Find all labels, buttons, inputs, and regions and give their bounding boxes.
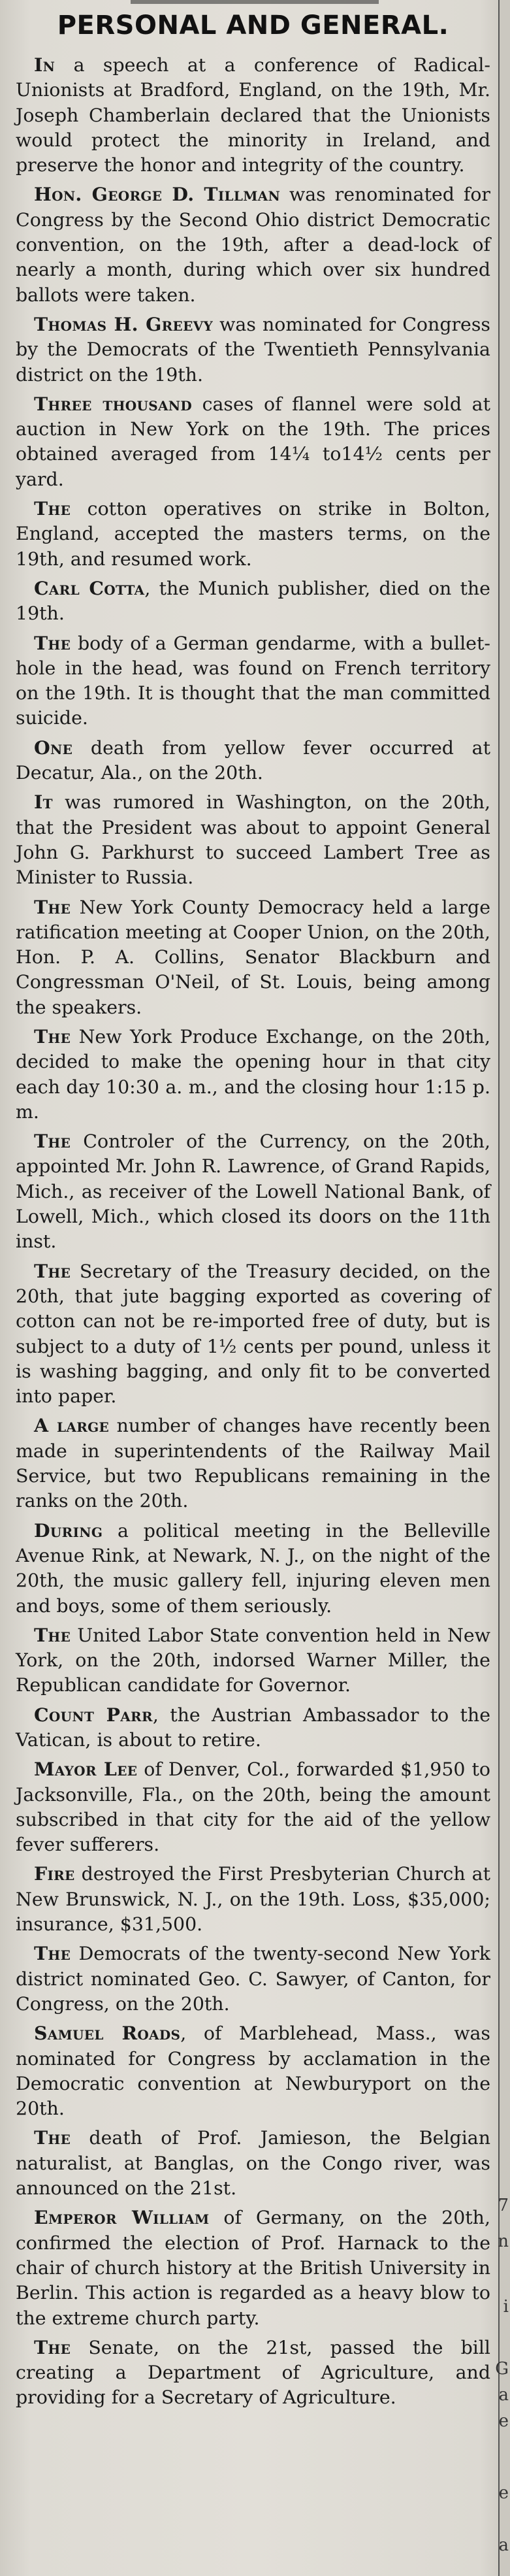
item-text: destroyed the First Presbyterian Church at New Brunswick, N. J., on the 19th. Loss, $35,000; insurance, $31,500. bbox=[16, 1863, 490, 1936]
item-text: a political meeting in the Belleville Avenue Rink, at Newark, N. J., on the night of the 20th, the music gallery fell, injuring eleven men and boys, some of them seriously. bbox=[16, 1519, 490, 1617]
news-item bbox=[16, 576, 490, 627]
item-text: Controler of the Currency, on the 20th, appointed Mr. John R. Lawrence, of Grand Rapids, Mich., as receiver of the Lowell National Bank, of Lowell, Mich., which closed its doors on the 11th inst. bbox=[16, 1131, 490, 1253]
headline: PERSONAL AND GENERAL. bbox=[57, 10, 449, 41]
item-text: , the Austrian Ambassador to the Vatican, is about to retire. bbox=[16, 1704, 490, 1751]
edge-fragment: e bbox=[498, 2411, 509, 2431]
item-text: was rumored in Washington, on the 20th, that the President was about to appoint General John G. Parkhurst to succeed Lambert Tree as Minister to Russia. bbox=[16, 791, 490, 889]
item-text: New York County Democracy held a large ratification meeting at Cooper Union, on the 20th, Hon. P. A. Collins, Senator Blackburn and Congressman O'Neil, of St. Louis, being among the speakers. bbox=[16, 896, 490, 1018]
item-lead: A large bbox=[34, 1414, 110, 1437]
news-item bbox=[16, 2335, 490, 2411]
item-lead: Thomas H. Greevy bbox=[34, 312, 214, 335]
news-item bbox=[16, 1757, 490, 1857]
item-text: New York Produce Exchange, on the 20th, decided to make the opening hour in that city each day 10:30 a. m., and the closing hour 1:15 p. m. bbox=[16, 1025, 490, 1123]
item-lead: Carl Cotta bbox=[34, 576, 145, 599]
news-item bbox=[16, 52, 490, 178]
edge-fragment: 7 bbox=[498, 2196, 509, 2215]
item-lead: One bbox=[34, 736, 73, 759]
item-text: Secretary of the Treasury decided, on the 20th, that jute bagging exported as covering of cotton can not be re-imported free of duty, but is subject to a duty of 1½ cents per pound, unless it is washing bagging, and only fit to be converted into paper. bbox=[16, 1260, 490, 1408]
item-lead: Count Parr bbox=[34, 1703, 153, 1726]
item-text: death of Prof. Jamieson, the Belgian naturalist, at Banglas, on the Congo river, was announced on the 21st. bbox=[16, 2127, 490, 2200]
news-item bbox=[16, 895, 490, 1020]
edge-fragment: a bbox=[498, 2385, 509, 2405]
item-text: was nominated for Congress by the Democrats of the Twentieth Pennsylvania district on the 19th. bbox=[16, 313, 490, 386]
item-text: of Denver, Col., forwarded $1,950 to Jacksonville, Fla., on the 20th, being the amount subscribed in that city for the aid of the yellow fever sufferers. bbox=[16, 1759, 490, 1856]
news-item bbox=[16, 312, 490, 388]
item-lead: The bbox=[34, 497, 71, 520]
adjacent-column-edge bbox=[495, 0, 510, 2576]
news-item bbox=[16, 1024, 490, 1125]
item-text: body of a German gendarme, with a bullet-hole in the head, was found on French territory on the 19th. It is thought that the man committed suicide. bbox=[16, 632, 490, 729]
item-text: Democrats of the twenty-second New York district nominated Geo. C. Sawyer, of Canton, for Congress, on the 20th. bbox=[16, 1943, 490, 2015]
news-item bbox=[16, 182, 490, 307]
item-lead: The bbox=[34, 1130, 71, 1153]
item-lead: The bbox=[34, 2126, 71, 2149]
news-items bbox=[16, 52, 490, 2411]
item-lead: Hon. George D. Tillman bbox=[34, 183, 281, 206]
item-text: cases of flannel were sold at auction in New York on the 19th. The prices obtained averaged from 14¼ to14½ cents per yard. bbox=[16, 393, 490, 490]
item-lead: The bbox=[34, 895, 71, 918]
item-text: of Germany, on the 20th, confirmed the election of Prof. Harnack to the chair of church history at the British University in Berlin. This action is regarded as a heavy blow to the extreme church party. bbox=[16, 2207, 490, 2329]
news-item bbox=[16, 1623, 490, 1698]
item-lead: Fire bbox=[34, 1862, 75, 1885]
item-text: , of Marblehead, Mass., was nominated for Congress by acclamation in the Democratic convention at Newburyport on the 20th. bbox=[16, 2023, 490, 2120]
item-text: , the Munich publisher, died on the 19th. bbox=[16, 577, 490, 625]
item-lead: Emperor William bbox=[34, 2206, 210, 2229]
item-lead: The bbox=[34, 631, 71, 654]
news-item bbox=[16, 1129, 490, 1254]
news-item bbox=[16, 735, 490, 786]
news-item bbox=[16, 789, 490, 890]
edge-fragment: e bbox=[498, 2483, 509, 2503]
news-item bbox=[16, 1861, 490, 1937]
item-lead: In bbox=[34, 54, 56, 76]
news-item bbox=[16, 2125, 490, 2201]
item-lead: The bbox=[34, 1025, 71, 1048]
news-item bbox=[16, 1518, 490, 1619]
news-item bbox=[16, 1702, 490, 1753]
news-item bbox=[16, 2021, 490, 2121]
edge-fragment: n bbox=[498, 2232, 509, 2251]
item-text: death from yellow fever occurred at Decatur, Ala., on the 20th. bbox=[16, 736, 490, 784]
item-lead: The bbox=[34, 1623, 71, 1646]
news-item bbox=[16, 1259, 490, 1410]
edge-fragment: a bbox=[498, 2535, 509, 2555]
item-text: United Labor State convention held in New York, on the 20th, indorsed Warner Miller, the Republican candidate for Governor. bbox=[16, 1624, 490, 1696]
item-lead: Three thousand bbox=[34, 392, 193, 415]
item-text: was renominated for Congress by the Second Ohio district Democratic convention, on the 19th, after a dead-lock of nearly a month, during which over six hundred ballots were taken. bbox=[16, 184, 491, 306]
item-lead: Mayor Lee bbox=[34, 1758, 138, 1781]
item-text: Senate, on the 21st, passed the bill creating a Department of Agriculture, and providing for a Secretary of Agriculture. bbox=[16, 2336, 490, 2409]
news-item bbox=[16, 1413, 490, 1513]
item-text: number of changes have recently been made in superintendents of the Railway Mail Service, but two Republicans remaining in the ranks on the 20th. bbox=[16, 1415, 490, 1512]
news-item bbox=[16, 496, 490, 572]
news-item bbox=[16, 391, 490, 492]
item-lead: The bbox=[34, 1942, 71, 1965]
edge-fragment: G bbox=[495, 2359, 509, 2379]
item-lead: The bbox=[34, 2336, 71, 2358]
item-text: a speech at a conference of Radical-Unionists at Bradford, England, on the 19th, Mr. Joseph Chamberlain declared that the Unionists would protect the minority in Ireland, and preserve the honor and integrity of the country. bbox=[16, 54, 490, 176]
item-lead: The bbox=[34, 1259, 71, 1282]
news-item bbox=[16, 631, 490, 731]
item-text: cotton operatives on strike in Bolton, England, accepted the masters terms, on the 19th, and resumed work. bbox=[16, 498, 490, 570]
item-lead: It bbox=[34, 791, 53, 814]
edge-fragment: i bbox=[503, 2297, 509, 2317]
item-lead: During bbox=[34, 1519, 103, 1542]
news-item bbox=[16, 2205, 490, 2330]
item-lead: Samuel Roads bbox=[34, 2022, 181, 2045]
news-item bbox=[16, 1941, 490, 2017]
top-rule bbox=[131, 0, 379, 4]
